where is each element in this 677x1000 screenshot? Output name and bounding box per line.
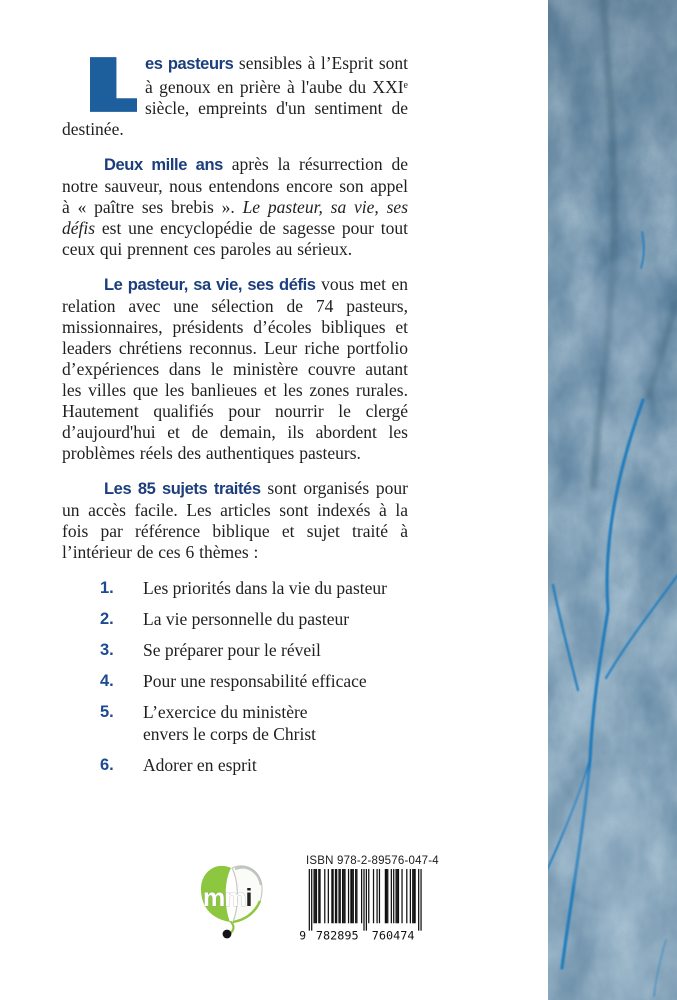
theme-number: 6. (100, 756, 114, 774)
marble-texture (548, 0, 677, 1000)
text-segment-lead: Deux mille ans (104, 156, 223, 174)
paragraph-4 (62, 478, 408, 563)
text-segment-lead: Les 85 sujets traités (104, 480, 261, 498)
isbn-barcode-block (298, 855, 439, 943)
theme-number: 5. (100, 703, 114, 721)
theme-item-6 (62, 754, 408, 776)
theme-label: L’exercice du ministère (143, 702, 308, 722)
theme-item-3 (62, 639, 408, 661)
text-segment-lead: Le pasteur, sa vie, ses défis (104, 276, 316, 294)
text-segment-sup: e (403, 80, 408, 91)
theme-item-4 (62, 670, 408, 692)
logo-text: mmi (203, 884, 252, 912)
theme-label: Adorer en esprit (143, 755, 257, 775)
isbn-label: ISBN 978-2-89576-047-4 (306, 855, 439, 867)
theme-number: 2. (100, 610, 114, 628)
theme-label: Pour une responsabilité efficace (143, 671, 367, 691)
text-segment-italic: Le pasteur, sa vie, ses défis (62, 197, 408, 238)
themes-list (62, 577, 408, 776)
blue-marble-spine (548, 0, 677, 1000)
theme-label: Se préparer pour le réveil (143, 640, 321, 660)
theme-number: 3. (100, 641, 114, 659)
publisher-logo (197, 862, 265, 940)
theme-number: 1. (100, 579, 114, 597)
mmi-book-leaf-icon (197, 862, 265, 940)
theme-label: Les priorités dans la vie du pasteur (143, 578, 387, 598)
text-segment-normal: sont organisés pour un accès facile. Les articles sont indexés à la fois par référence biblique et sujet traité à l’intérieur de ces 6 thèmes : (62, 478, 408, 562)
text-segment-lead: es pasteurs (145, 55, 234, 73)
theme-number: 4. (100, 672, 114, 690)
theme-item-2 (62, 608, 408, 630)
cover-text-block (62, 53, 408, 785)
logo-period-dot (223, 930, 232, 939)
paragraphs-container (62, 53, 408, 563)
svg-text:782895: 782895 (315, 928, 359, 943)
paragraph-3 (62, 274, 408, 464)
paragraph-2 (62, 154, 408, 260)
theme-label: La vie personnelle du pasteur (143, 609, 350, 629)
paragraph-1 (62, 53, 408, 140)
svg-text:760474: 760474 (371, 928, 415, 943)
ean13-barcode (298, 869, 424, 943)
text-segment-normal: vous met en relation avec une sélection de 74 pasteurs, missionnaires, présidents d’écoles bibliques et leaders chrétiens reconnus. Leur riche portfolio d’expériences dans le ministère couvre autant les villes que les banlieues et les zones rurales. Hautement qualifiés pour nourrir le clergé d’aujourd'hui et de demain, ils abordent les problèmes réels des authentiques pasteurs. (62, 274, 408, 463)
theme-label: envers le corps de Christ (143, 724, 317, 744)
text-segment-normal: est une encyclopédie de sagesse pour tout ceux qui prennent ces paroles au sérieux. (62, 218, 408, 259)
text-segment-normal: après la résurrection de notre sauveur, nous entendons encore son appel à « paître ses brebis ». (62, 154, 408, 217)
theme-item-5 (62, 701, 408, 745)
text-segment-normal: sensibles à l’Esprit sont à genoux en prière à l'aube du XXI (145, 53, 408, 97)
svg-text:9: 9 (299, 928, 306, 943)
text-segment-normal: siècle, empreints d'un sentiment de destinée. (62, 98, 408, 139)
theme-item-1 (62, 577, 408, 599)
dropcap-letter (90, 57, 137, 112)
